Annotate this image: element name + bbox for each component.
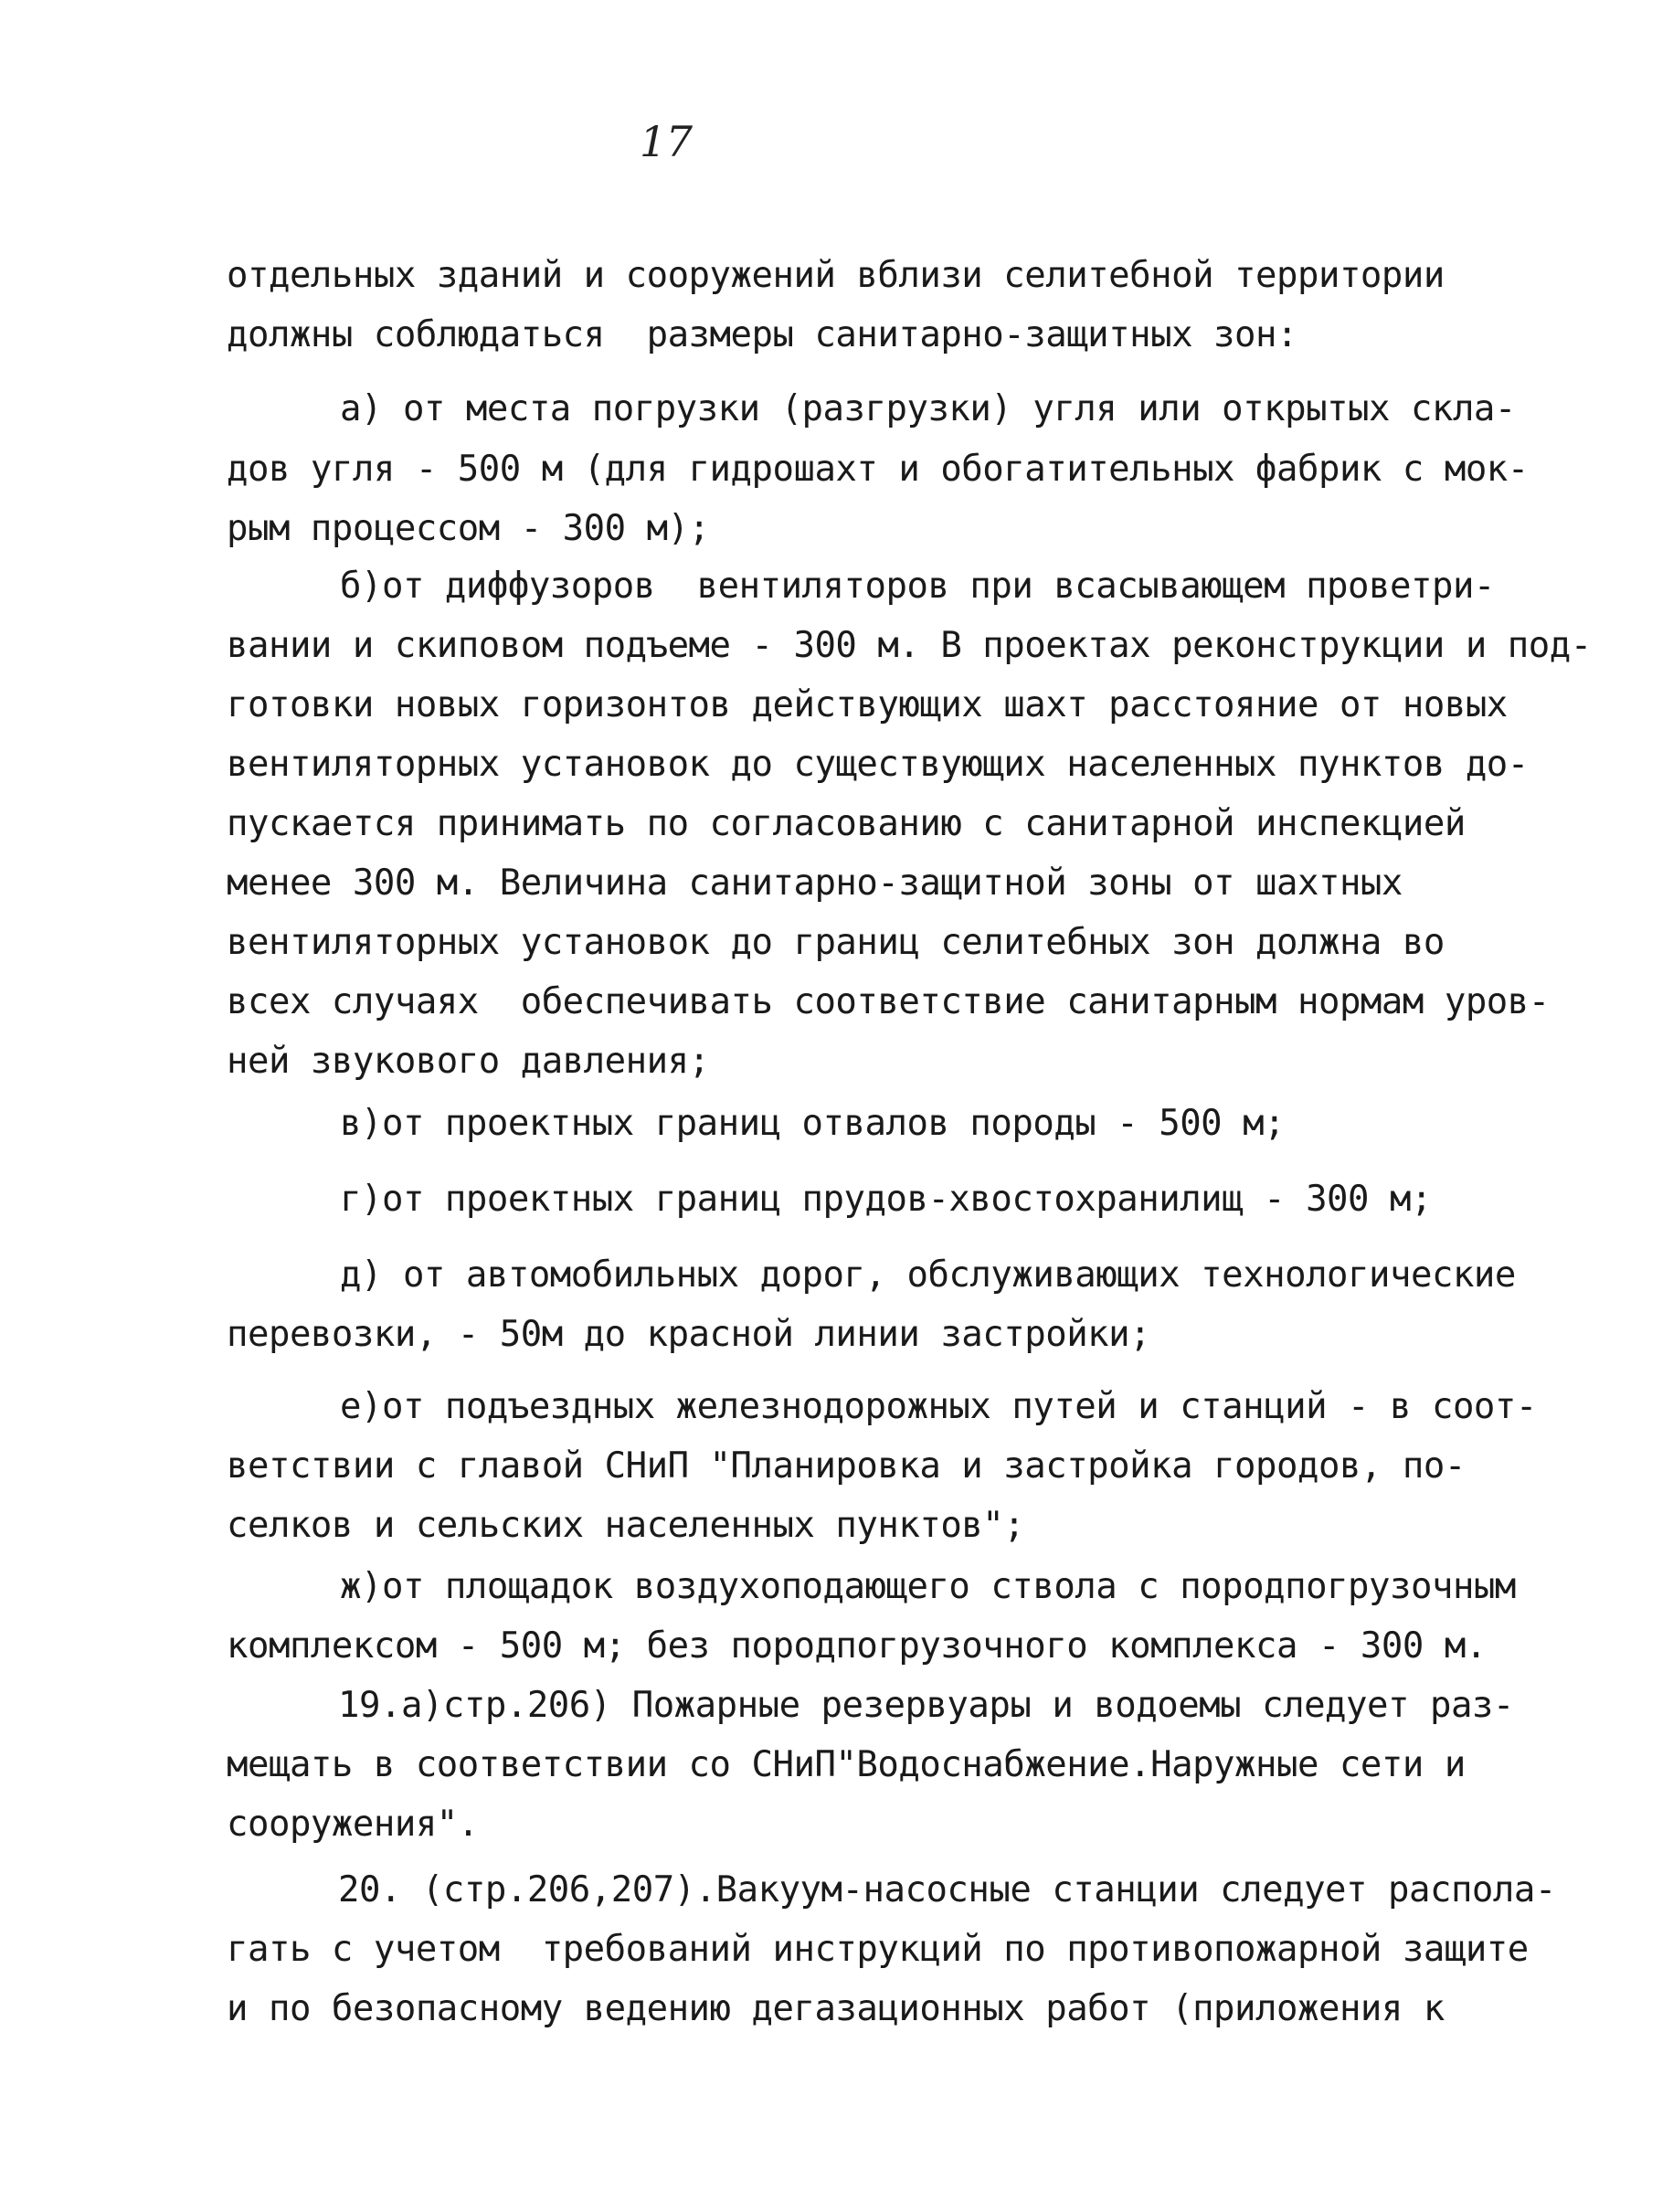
text-line: в)от проектных границ отвалов породы - 500 м; <box>340 1103 1286 1144</box>
text-line: г)от проектных границ прудов-хвостохранилищ - 300 м; <box>340 1179 1432 1220</box>
text-line: всех случаях обеспечивать соответствие санитарным нормам уров- <box>227 981 1550 1022</box>
page-number: 17 <box>640 117 693 166</box>
text-line: менее 300 м. Величина санитарно-защитной зоны от шахтных <box>227 863 1403 904</box>
text-line: д) от автомобильных дорог, обслуживающих технологические <box>340 1254 1516 1296</box>
text-line: 19.а)стр.206) Пожарные резервуары и водоемы следует раз- <box>338 1685 1514 1726</box>
text-line: вентиляторных установок до границ селитебных зон должна во <box>227 922 1445 963</box>
text-line: должны соблюдаться размеры санитарно-защитных зон: <box>227 314 1297 355</box>
text-line: вентиляторных установок до существующих населенных пунктов до- <box>227 744 1529 785</box>
text-line: ж)от площадок воздухоподающего ствола с породпогрузочным <box>340 1566 1516 1607</box>
text-line: селков и сельских населенных пунктов"; <box>227 1505 1025 1546</box>
text-line: сооружения". <box>227 1804 479 1845</box>
text-line: мещать в соответствии со СНиП"Водоснабжение.Наружные сети и <box>227 1744 1466 1785</box>
text-line: и по безопасному ведению дегазационных работ (приложения к <box>227 1988 1445 2029</box>
text-line: 20. (стр.206,207).Вакуум-насосные станции следует распола- <box>338 1869 1556 1910</box>
text-line: б)от диффузоров вентиляторов при всасывающем проветри- <box>340 566 1495 607</box>
text-line: пускается принимать по согласованию с санитарной инспекцией <box>227 803 1466 844</box>
text-line: отдельных зданий и сооружений вблизи селитебной территории <box>227 255 1445 296</box>
text-line: комплексом - 500 м; без породпогрузочного комплекса - 300 м. <box>227 1625 1487 1667</box>
text-line: вании и скиповом подъеме - 300 м. В проектах реконструкции и под- <box>227 625 1592 666</box>
text-line: ветствии с главой СНиП "Планировка и застройка городов, по- <box>227 1445 1466 1487</box>
text-line: готовки новых горизонтов действующих шахт расстояние от новых <box>227 684 1508 725</box>
text-line: гать с учетом требований инструкций по противопожарной защите <box>227 1929 1529 1970</box>
text-line: а) от места погрузки (разгрузки) угля или открытых скла- <box>340 388 1516 429</box>
text-line: е)от подъездных железнодорожных путей и станций - в соот- <box>340 1386 1537 1427</box>
text-line: рым процессом - 300 м); <box>227 508 710 549</box>
text-line: перевозки, - 50м до красной линии застройки; <box>227 1314 1151 1355</box>
text-line: дов угля - 500 м (для гидрошахт и обогатительных фабрик с мок- <box>227 449 1529 490</box>
text-line: ней звукового давления; <box>227 1041 710 1082</box>
